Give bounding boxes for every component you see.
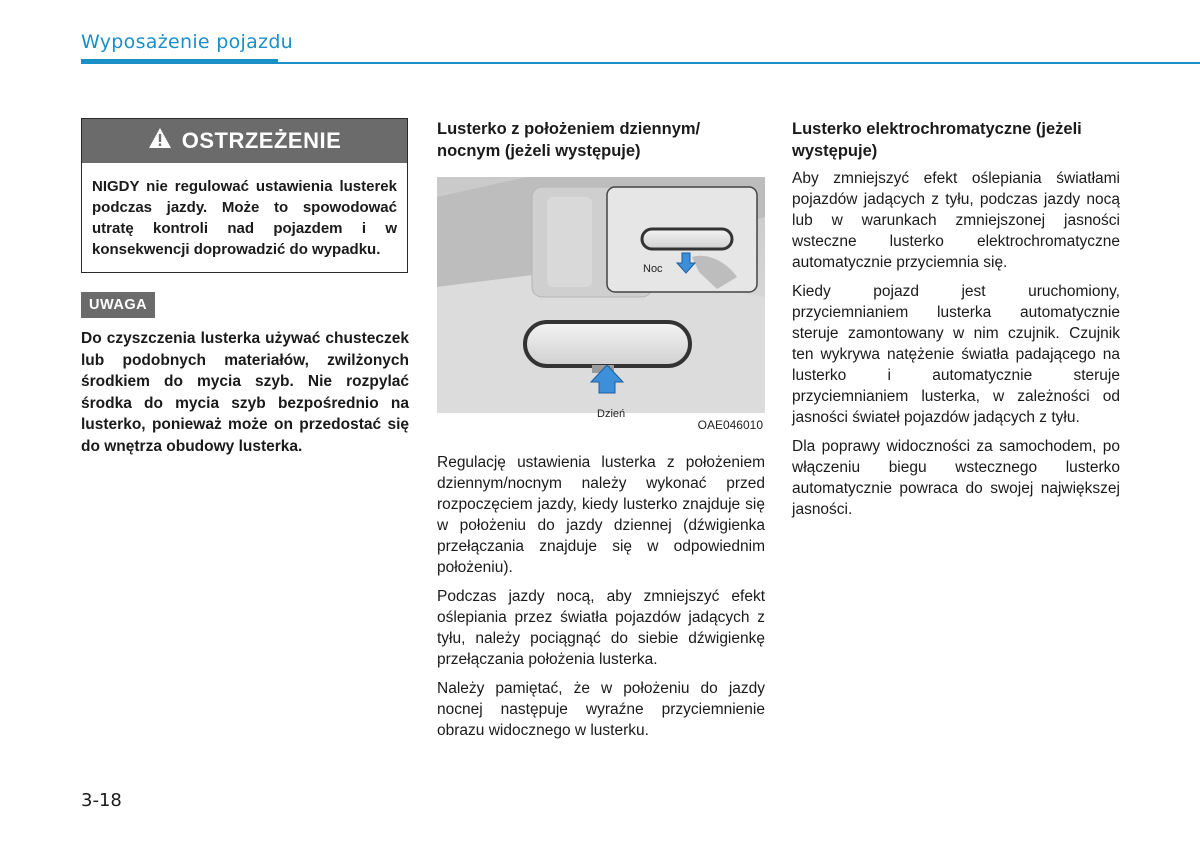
paragraph: Należy pamiętać, że w położeniu do jazdy nocnej następuje wyraźne przyciemnienie obrazu widocznego w lusterku. (437, 680, 765, 739)
mirror-illustration (437, 177, 765, 437)
figure-label-night: Noc (643, 263, 663, 275)
paragraph: Aby zmniejszyć efekt oślepiania światłami pojazdów jadących z tyłu, podczas jazdy nocą lub w warunkach zmniejszonej jasności wsteczne lusterko elektrochromatyczne automatycznie przyciemnia się. (792, 170, 1120, 271)
header-rule-thin (278, 62, 1200, 64)
paragraph: Regulację ustawienia lusterka z położeniem dziennym/nocnym należy wykonać przed rozpoczęciem jazdy, kiedy lusterko znajduje się w położeniu do jazdy dziennej (dźwigienka przełączania znajduje się w odpowiednim położeniu). (437, 454, 765, 576)
warning-text: NIGDY nie regulować ustawienia lusterek podczas jazdy. Może to spowodować utratę kontroli nad pojazdem i w konsekwencji doprowadzić do wypadku. (92, 178, 397, 258)
column-middle (437, 118, 765, 749)
warning-title: OSTRZEŻENIE (181, 128, 342, 153)
page-header-title: Wyposażenie pojazdu (81, 31, 294, 53)
section-heading-day-night: Lusterko z położeniem dziennym/ nocnym (jeżeli występuje) (437, 120, 701, 160)
figure-label-day: Dzień (597, 408, 626, 420)
mirror-figure (437, 177, 765, 442)
warning-triangle-icon (148, 127, 172, 155)
header-rule-thick (81, 59, 278, 64)
warning-box (81, 118, 408, 273)
note-label: UWAGA (81, 292, 155, 318)
figure-code: OAE046010 (697, 418, 763, 432)
column-right (792, 118, 1120, 528)
section-heading-electrochromic: Lusterko elektrochromatyczne (jeżeli występuje) (792, 120, 1082, 160)
note-text: Do czyszczenia lusterka używać chusteczek lub podobnych materiałów, zwilżonych środkiem do mycia szyb. Nie rozpylać środka do mycia szyb bezpośrednio na lusterko, ponieważ może on przedostać się do wnętrza obudowy lusterka. (81, 330, 409, 455)
warning-header (82, 119, 407, 163)
page-number: 3-18 (81, 790, 122, 811)
paragraph: Podczas jazdy nocą, aby zmniejszyć efekt oślepiania przez światła pojazdów jadących z tyłu, należy pociągnąć do siebie dźwigienkę przełączania położenia lusterka. (437, 588, 765, 668)
paragraph: Kiedy pojazd jest uruchomiony, przyciemnianiem lusterka automatycznie steruje zamontowany w nim czujnik. Czujnik ten wykrywa natężenie światła padającego na lusterko i automatycznie steruje przyciemnianiem lusterka, w zależności od jasności świateł pojazdów jadących z tyłu. (792, 283, 1120, 426)
column-left (81, 118, 409, 457)
paragraph: Dla poprawy widoczności za samochodem, po włączeniu biegu wstecznego lusterko automatycznie powraca do swojej największej jasności. (792, 438, 1120, 518)
